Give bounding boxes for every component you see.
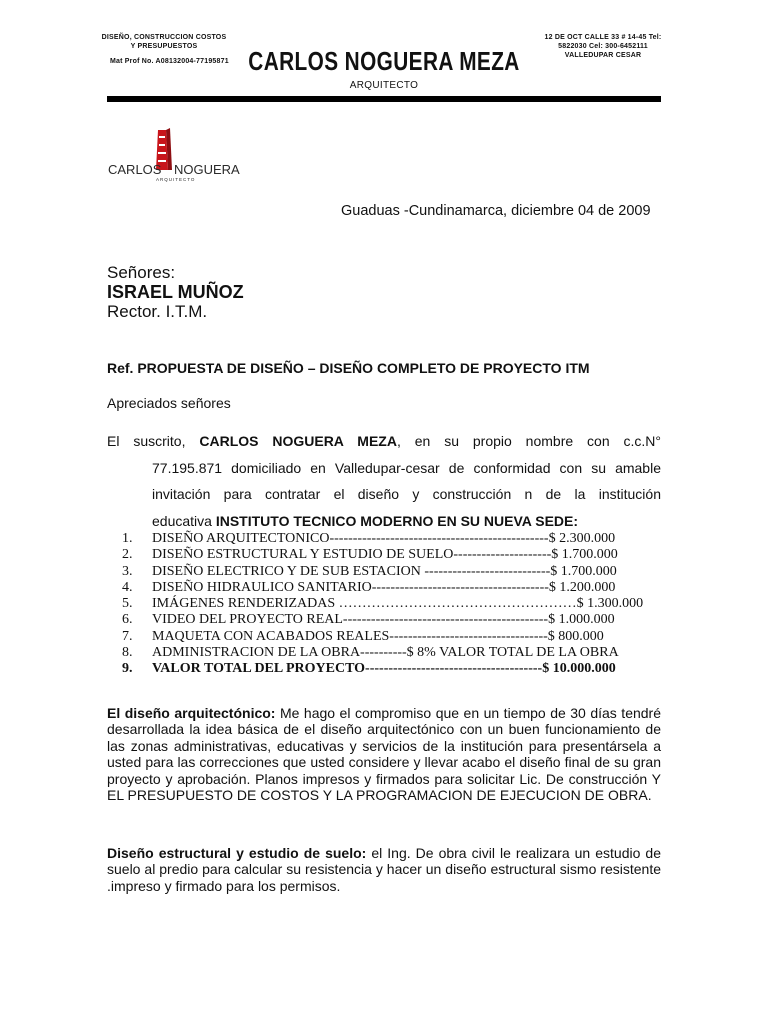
logo-word-1: CARLOS [108,162,162,177]
list-item: 1. DISEÑO ARQUITECTONICO-----------------------------------------------$ 2.300.000 [122,531,616,546]
intro-line-1: El suscrito, CARLOS NOGUERA MEZA, en su propio nombre con c.c.N° [107,433,661,449]
letterhead-profession: ARQUITECTO [349,80,419,91]
letterhead-name: CARLOS NOGUERA MEZA [248,46,520,76]
list-item: 7. MAQUETA CON ACABADOS REALES----------------------------------$ 800.000 [122,628,604,644]
structural-design-paragraph [107,845,661,894]
logo [106,124,240,184]
cost-items-list [122,531,662,678]
addressee-name: ISRAEL MUÑOZ [107,282,244,302]
header-rule [107,96,661,102]
intro-line-2: 77.195.871 domiciliado en Valledupar-cesar de conformidad con su amable [152,459,661,476]
list-item: 3. DISEÑO ELECTRICO Y DE SUB ESTACION ---------------------------$ 1.700.000 [122,563,617,579]
logo-word-2: NOGUERA [174,162,240,177]
intro-line-4: educativa INSTITUTO TECNICO MODERNO EN SU NUEVA SEDE: [152,512,579,529]
dateline: Guaduas -Cundinamarca, diciembre 04 de 2009 [341,203,651,219]
greeting: Apreciados señores [107,395,231,411]
paragraph-heading: El diseño arquitectónico: [107,705,276,721]
reference-line: Ref. PROPUESTA DE DISEÑO – DISEÑO COMPLETO DE PROYECTO ITM [107,360,590,376]
services-line-1: DISEÑO, CONSTRUCCION COSTOS [101,34,227,41]
list-item: 6. VIDEO DEL PROYECTO REAL--------------------------------------------$ 1.000.000 [122,612,615,628]
professional-registration: Mat Prof No. A08132004-77195871 [110,58,229,65]
paragraph-heading: Diseño estructural y estudio de suelo: [107,845,367,861]
paragraph-body: el Ing. De obra civil le realizara un estudio de suelo al predio para calcular su resistencia y hacer un diseño estructural sismo resistente .impreso y firmado para los permisos. [107,845,661,894]
list-item: 2. DISEÑO ESTRUCTURAL Y ESTUDIO DE SUELO---------------------$ 1.700.000 [122,547,618,563]
intro-line-3: invitación para contratar el diseño y construcción n de la institución [152,486,661,502]
institution-name: INSTITUTO TECNICO MODERNO EN SU NUEVA SEDE: [215,512,579,529]
author-name: CARLOS NOGUERA MEZA [199,433,397,449]
list-item: 4. DISEÑO HIDRAULICO SANITARIO--------------------------------------$ 1.200.000 [122,579,616,595]
address-line-3: VALLEDUPAR CESAR [564,52,642,59]
intro-paragraph [107,428,661,534]
architectural-design-paragraph [107,705,661,803]
addressee-title: Rector. I.T.M. [107,302,208,321]
address-line-2: 5822030 Cel: 300-6452111 [558,43,648,50]
list-item: 5. IMÁGENES RENDERIZADAS ……………………………………………$ 1.300.000 [122,596,644,612]
services-line-2: Y PRESUPUESTOS [130,43,198,50]
list-item-total: 9. VALOR TOTAL DEL PROYECTO--------------------------------------$ 10.000.000 [122,661,616,677]
list-item: 8. ADMINISTRACION DE LA OBRA----------$ 8% VALOR TOTAL DE LA OBRA [122,645,619,661]
salutation: Señores: [107,263,176,282]
contact-block [522,33,684,60]
logo-subtitle: ARQUITECTO [156,177,196,182]
address-line-1: 12 DE OCT CALLE 33 # 14-45 Tel: [544,34,662,41]
paragraph-body: Me hago el compromiso que en un tiempo de 30 días tendré desarrollada la idea básica de el diseño arquitectónico con un buen funcionamiento de las zonas administrativas, educativas y servicios de la institución para presentársela a usted para las correcciones que usted considere y llevar acabo el diseño final de su gran proyecto y aprobación. Planos impresos y firmados para solicitar Lic. De construcción Y EL PRESUPUESTO DE COSTOS Y LA PROGRAMACION DE EJECUCION DE OBRA. [107,705,662,804]
